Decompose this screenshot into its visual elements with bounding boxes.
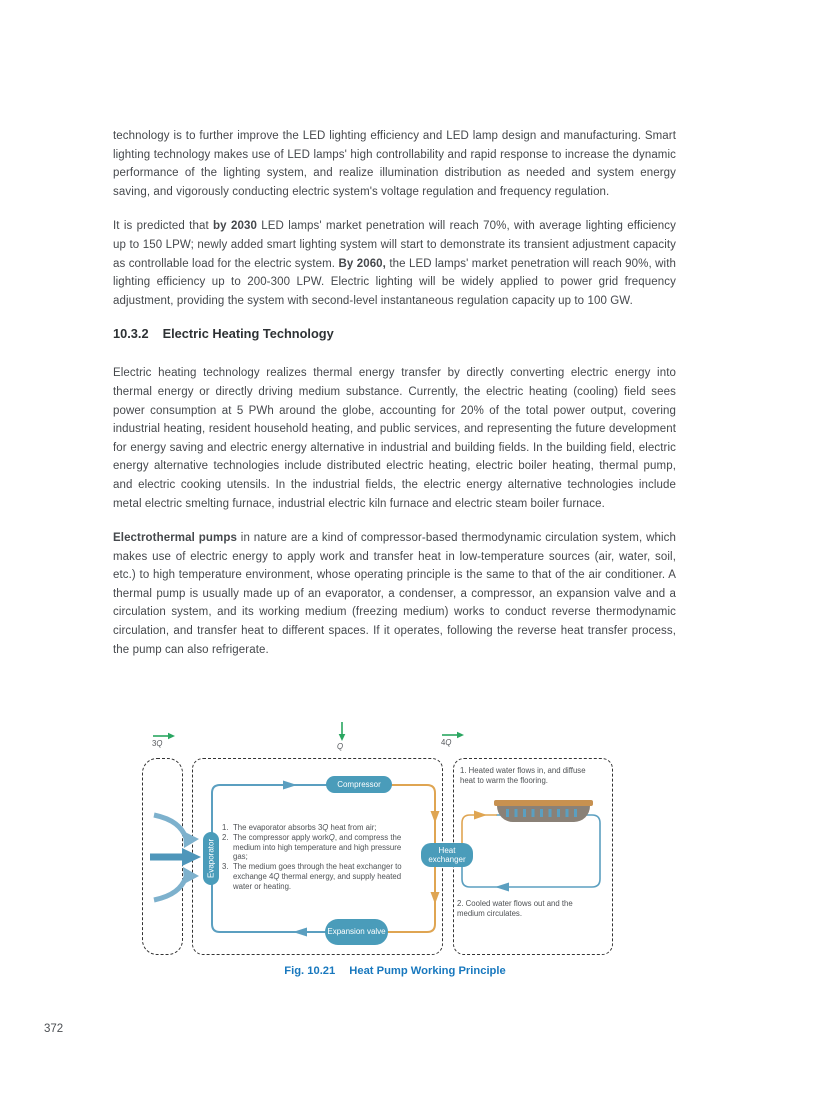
text-column bbox=[113, 127, 676, 675]
step-text: The evaporator absorbs 3Q heat from air; bbox=[233, 823, 377, 832]
step-text: The compressor apply workQ, and compress the medium into high temperature and high pressure gas; bbox=[233, 832, 402, 862]
heat-output-label: 4Q bbox=[441, 738, 452, 747]
paragraph-electrothermal-pumps: Electrothermal pumps in nature are a kind of compressor-based thermodynamic circulation system, which makes use of electric energy to apply work and transfer heat in low-temperature sources (air, water, soil, etc.) to high temperature environment, whose operating principle is the same to that of the air conditioner. A thermal pump is usually made up of an evaporator, a condenser, a compressor, an expansion valve and a circulation system, and its working medium (freezing medium) works to conduct reverse thermodynamic circulation, and transfer heat to different spaces. If it operates, following the reverse heat transfer process, the pump can also refrigerate. bbox=[113, 532, 676, 656]
air-flow-arrows bbox=[150, 815, 201, 900]
floor-note-heated-water: 1. Heated water flows in, and diffuse heat to warm the flooring. bbox=[460, 766, 586, 785]
step-number: 2. bbox=[222, 832, 229, 842]
figure-caption-label: Fig. 10.21 bbox=[284, 965, 336, 977]
step-text: The medium goes through the heat exchanger to exchange 4Q thermal energy, and supply heated water or heating. bbox=[233, 862, 402, 891]
section-number: 10.3.2 bbox=[113, 326, 149, 342]
paragraph-led-technology: technology is to further improve the LED lighting efficiency and LED lamp design and manufacturing. Smart lighting technology makes use of LED lamps' high controllability and rapid response to increase the dynamic performance of the lighting system, and realize illumination distribution as needed and system energy saving, and vigorously conducting electric system's voltage regulation and frequency regulation. bbox=[113, 130, 676, 198]
figure-heat-pump-diagram bbox=[140, 720, 620, 965]
step-number: 1. bbox=[222, 823, 229, 832]
heat-exchanger-node: Heat exchanger bbox=[421, 843, 473, 867]
compressor-node: Compressor bbox=[326, 776, 392, 793]
work-input-label: Q bbox=[337, 742, 344, 751]
page-number: 372 bbox=[44, 1023, 64, 1035]
heat-absorbed-label: 3Q bbox=[152, 739, 163, 748]
process-step bbox=[222, 862, 404, 891]
floor-note-cooled-water: 2. Cooled water flows out and the medium circulates. bbox=[457, 899, 573, 918]
energy-arrow-q bbox=[339, 722, 346, 741]
process-step bbox=[222, 823, 404, 833]
water-loop bbox=[462, 811, 600, 892]
figure-caption-title: Heat Pump Working Principle bbox=[349, 965, 506, 977]
figure-caption bbox=[140, 965, 650, 977]
paragraph-electric-heating: Electric heating technology realizes thermal energy transfer by directly converting electric energy into thermal energy or directly driving medium substance. Currently, the electric heating (cooling) field sees power consumption at 5 PWh around the globe, accounting for 20% of the total power output, covering industrial heating, resident household heating, and public services, and representing the future development for energy saving and electric energy alternative in industrial and building fields. In the building field, electric energy alternative technologies include distributed electric heating, electric boiler heating, thermal pump, and electric cooking utensils. In the industrial fields, the electric energy alternative technologies include metal electric smelting furnace, industrial electric kiln furnace and electric steam boiler furnace. bbox=[113, 367, 676, 510]
section-title: Electric Heating Technology bbox=[162, 326, 334, 342]
process-steps-list bbox=[222, 823, 404, 892]
process-step bbox=[222, 833, 404, 862]
evaporator-node: Evaporator bbox=[203, 832, 219, 885]
heated-floor-icon bbox=[494, 800, 593, 822]
floor-radiator bbox=[497, 806, 590, 822]
paragraph-led-prediction: It is predicted that by 2030 LED lamps' market penetration will reach 70%, with average lighting efficiency up to 150 LPW; newly added smart lighting system will start to demonstrate its transient adjustment capacity as controllable load for the electric system. By 2060, the LED lamps' market penetration will reach 90%, with lighting efficiency up to 200-300 LPW. Electric lighting will be widely applied to power grid frequency adjustment, providing the system with second-level instantaneous regulation capacity up to 100 GW. bbox=[113, 220, 676, 307]
step-number: 3. bbox=[222, 862, 229, 872]
expansion-valve-node: Expansion valve bbox=[325, 919, 388, 945]
section-heading bbox=[113, 326, 676, 342]
